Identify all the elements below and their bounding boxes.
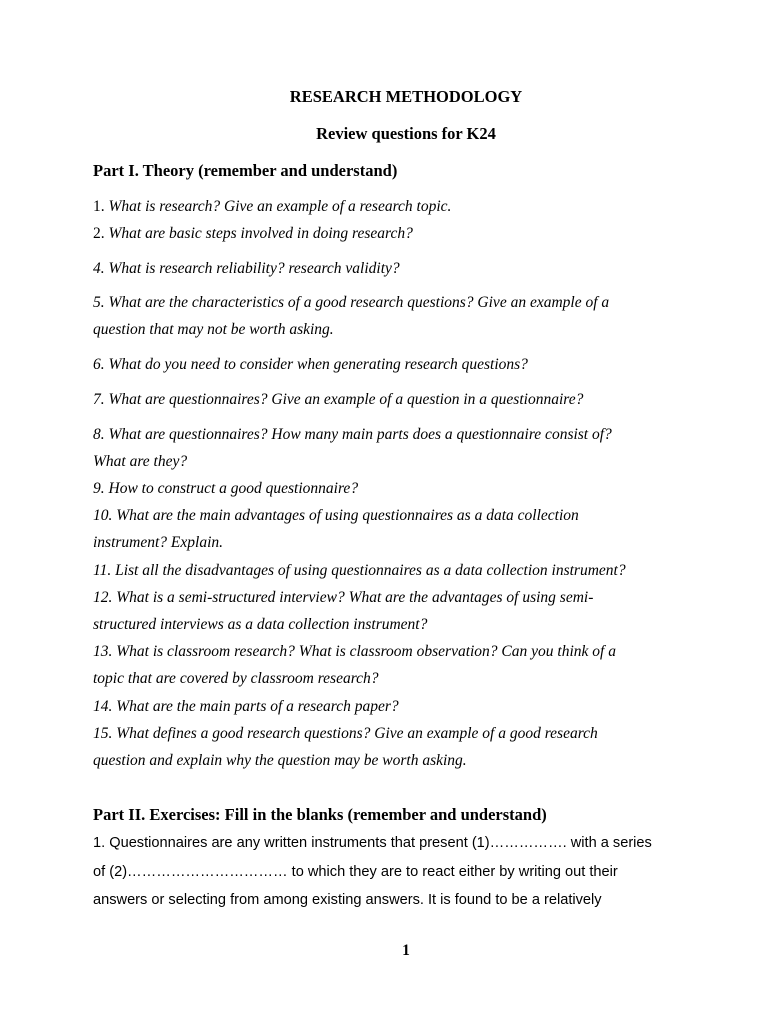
question-line: 15. What defines a good research questions? Give an example of a good research xyxy=(93,725,598,742)
question-line: 8. What are questionnaires? How many main parts does a questionnaire consist of? xyxy=(93,426,612,443)
question-line: 12. What is a semi-structured interview? What are the advantages of using semi- xyxy=(93,589,594,606)
question-line: 9. How to construct a good questionnaire? xyxy=(93,480,359,497)
exercise-line: answers or selecting from among existing answers. It is found to be a relatively xyxy=(93,892,602,908)
question-line: instrument? Explain. xyxy=(93,534,224,551)
question-line: 10. What are the main advantages of using questionnaires as a data collection xyxy=(93,507,579,524)
exercise-line: 1. Questionnaires are any written instruments that present (1)……………. with a series xyxy=(93,835,652,851)
page-number: 1 xyxy=(402,942,410,959)
document-title: RESEARCH METHODOLOGY xyxy=(289,87,523,106)
exercise-line: of (2)…………………………… to which they are to react either by writing out their xyxy=(93,864,618,880)
question-line: 14. What are the main parts of a research paper? xyxy=(93,698,399,715)
question-line: 4. What is research reliability? research validity? xyxy=(93,260,400,277)
question-line: 7. What are questionnaires? Give an example of a question in a questionnaire? xyxy=(93,391,584,408)
part2-heading: Part II. Exercises: Fill in the blanks (remember and understand) xyxy=(93,805,547,824)
question-line: structured interviews as a data collection instrument? xyxy=(93,616,428,633)
document-subtitle: Review questions for K24 xyxy=(316,124,496,143)
question-line: question and explain why the question may be worth asking. xyxy=(93,752,467,769)
question-line: What are they? xyxy=(93,453,188,470)
question-line: question that may not be worth asking. xyxy=(93,321,334,338)
question-line: 5. What are the characteristics of a good research questions? Give an example of a xyxy=(93,294,610,311)
question-line: 1. What is research? Give an example of a research topic. xyxy=(93,198,452,215)
question-line: 2. What are basic steps involved in doing research? xyxy=(93,225,413,242)
question-line: topic that are covered by classroom research? xyxy=(93,670,379,687)
question-line: 13. What is classroom research? What is classroom observation? Can you think of a xyxy=(93,643,616,660)
question-line: 6. What do you need to consider when generating research questions? xyxy=(93,356,528,373)
part1-heading: Part I. Theory (remember and understand) xyxy=(93,161,398,180)
question-line: 11. List all the disadvantages of using questionnaires as a data collection instrument? xyxy=(93,562,626,579)
